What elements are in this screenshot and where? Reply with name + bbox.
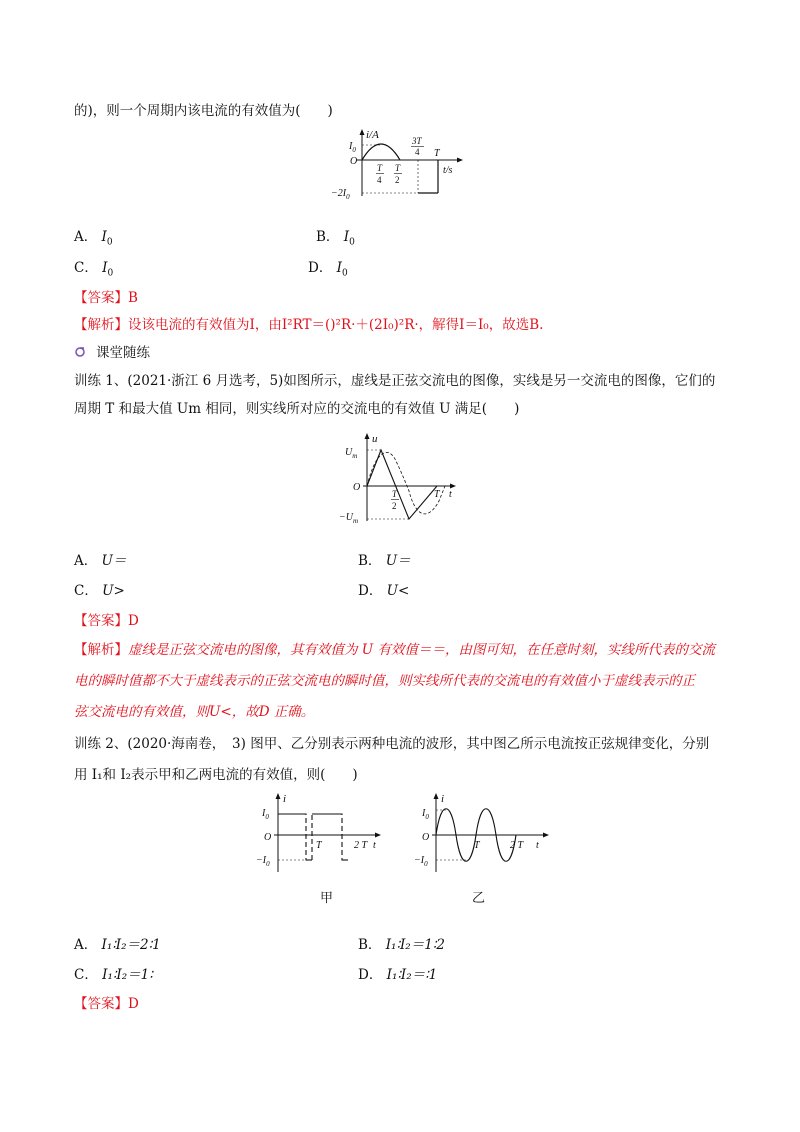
x-tick-2t: 2 T (354, 840, 368, 851)
t1-option-c[interactable]: C． U> (74, 583, 125, 599)
x-tick-t: T (474, 840, 480, 851)
x-tick-t2-den: 2 (392, 501, 397, 511)
x-tick-t4-num: T (377, 163, 383, 173)
y-tick-i0: $I_0$ (349, 141, 356, 154)
y-tick-neg-i0: $-I_0$ (414, 855, 428, 868)
option-d[interactable]: D． $I_0$ (308, 260, 348, 279)
answer-q1: 【答案】B (74, 290, 138, 306)
x-tick-3t4-num: 3T (412, 136, 422, 146)
analysis-t1-line3: 弦交流电的有效值，则U<，故D 正确。 (74, 704, 315, 720)
y-tick-neg-i0: $-I_0$ (256, 855, 270, 868)
t1-stem-line2: 周期 T 和最大值 Um 相同，则实线所对应的交流电的有效值 U 满足( ) (74, 401, 520, 417)
section-heading: 课堂随练 (74, 341, 150, 361)
x-tick-3t4-den: 4 (415, 147, 420, 157)
figure-square-wave (250, 790, 390, 910)
y-axis-label: i/A (366, 129, 379, 141)
figure-voltage-waveform (335, 431, 465, 526)
analysis-t1-line2: 电的瞬时值都不大于虚线表示的正弦交流电的瞬时值，则实线所代表的交流电的有效值小于虚线表示的正 (74, 673, 695, 689)
x-axis-label: t (373, 840, 376, 851)
y-tick-i0: $I_0$ (262, 808, 269, 821)
answer-t1: 【答案】D (74, 613, 139, 629)
t2-stem-line2: 用 I₁和 I₂表示甲和乙两电流的有效值，则( ) (74, 767, 358, 783)
x-axis-label: t/s (443, 165, 453, 176)
origin-label: O (422, 832, 430, 843)
y-tick-neg-um: $-U_m$ (339, 512, 359, 525)
x-tick-t2-num: T (395, 163, 401, 173)
y-tick-um: $U_m$ (345, 447, 358, 460)
answer-t2: 【答案】D (74, 996, 139, 1012)
t2-option-a[interactable]: A． I₁∶I₂＝2∶1 (74, 937, 161, 953)
analysis-t1-line1: 【解析】虚线是正弦交流电的图像，其有效值为 U 有效值＝＝，由图可知，在任意时刻，实线所代表的交流 (74, 642, 715, 658)
figure-sine-wave (408, 790, 558, 910)
t2-option-c[interactable]: C． I₁∶I₂＝1∶ (74, 967, 153, 983)
y-axis-label: i (283, 793, 287, 805)
option-c[interactable]: C． $I_0$ (74, 260, 114, 279)
x-tick-t2-num: T (392, 489, 398, 499)
t2-stem-line1: 训练 2、(2020·海南卷， 3) 图甲、乙分别表示两种电流的波形，其中图乙所示电流按正弦规律变化，分别 (74, 736, 710, 752)
x-tick-t: T (316, 840, 322, 851)
x-tick-t2-den: 2 (395, 175, 400, 185)
origin-label: O (353, 482, 361, 493)
question-intro: 的)，则一个周期内该电流的有效值为( ) (74, 103, 333, 119)
origin-label: O (264, 832, 272, 843)
t1-stem-line1: 训练 1、(2021·浙江 6 月选考，5)如图所示，虚线是正弦交流电的图像，实线是另一交流电的图像，它们的 (74, 373, 716, 389)
x-axis-label: t (449, 489, 452, 500)
origin-label: O (350, 156, 358, 167)
option-a[interactable]: A． $I_0$ (74, 229, 113, 248)
t1-option-a[interactable]: A． U＝ (74, 553, 127, 569)
y-tick-neg2i0: $-2I_0$ (331, 188, 350, 201)
x-axis-label: t (536, 840, 539, 851)
t1-option-d[interactable]: D． U< (358, 583, 410, 599)
x-tick-2t: 2 T (510, 840, 524, 851)
figure-caption-yi: 乙 (472, 890, 486, 905)
figure-current-waveform (330, 126, 470, 202)
analysis-q1: 【解析】设该电流的有效值为I，由I²RT＝()²R·＋(2I₀)²R·，解得I＝I₀，故选B. (74, 317, 544, 333)
y-axis-label: i (441, 793, 445, 805)
figure-caption-jia: 甲 (320, 890, 334, 905)
t1-option-b[interactable]: B． U＝ (358, 553, 411, 569)
t2-option-d[interactable]: D． I₁∶I₂＝∶1 (358, 967, 438, 983)
x-tick-t: T (434, 489, 440, 500)
section-mark-icon (74, 346, 86, 358)
x-tick-t4-den: 4 (377, 175, 382, 185)
t2-option-b[interactable]: B． I₁∶I₂＝1∶2 (358, 937, 445, 953)
x-tick-t: T (434, 148, 440, 159)
option-b[interactable]: B． $I_0$ (316, 229, 355, 248)
y-tick-i0: $I_0$ (422, 808, 429, 821)
y-axis-label: u (372, 433, 378, 445)
